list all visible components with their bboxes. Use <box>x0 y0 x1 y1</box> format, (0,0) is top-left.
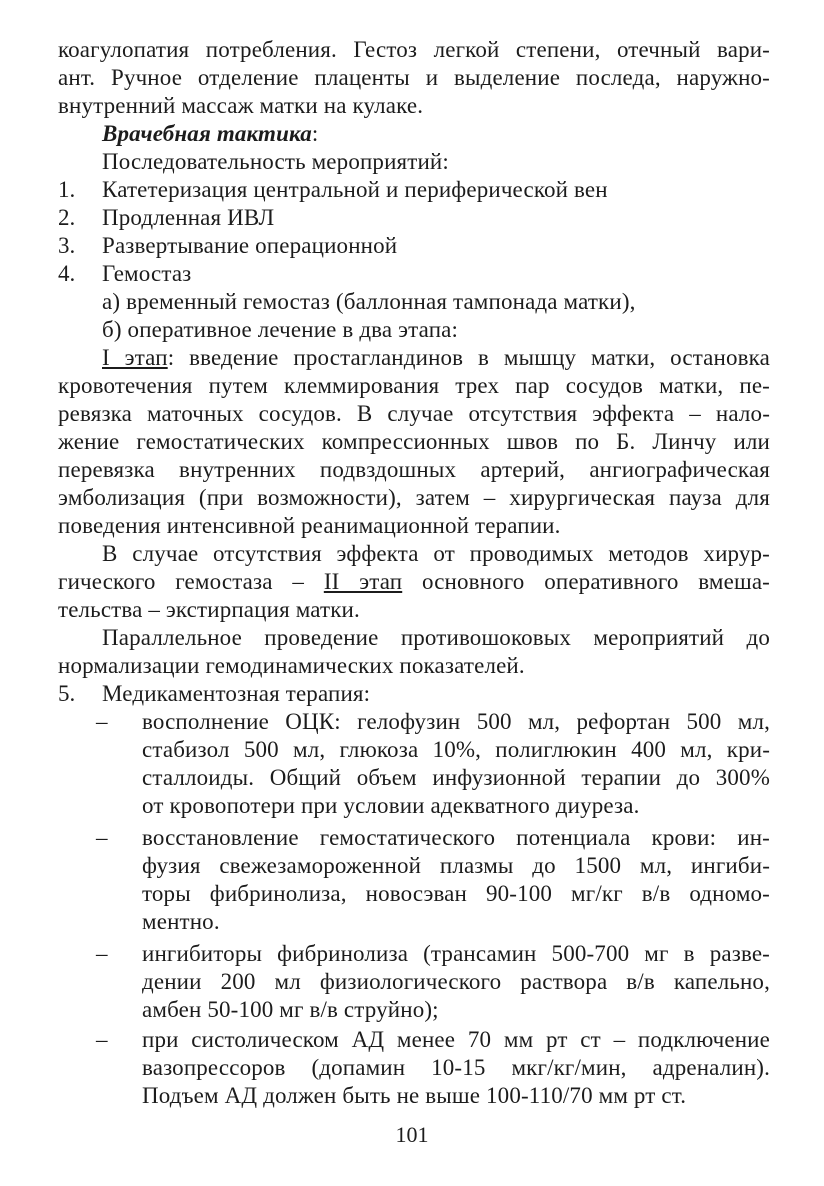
step-text: Развертывание операционной <box>102 233 398 258</box>
text-line: эмболизация (при возможности), затем – хирургическая пауза для <box>58 485 770 510</box>
step-text: Катетеризация центральной и периферической вен <box>102 177 608 202</box>
tactics-heading: Врачебная тактика <box>102 121 312 146</box>
bullet-line: ингибиторы фибринолиза (трансамин 500-700 мг в разве- <box>142 941 770 966</box>
bullet-line: фузия свежезамороженной плазмы до 1500 мл, ингиби- <box>142 853 770 878</box>
text-line: ревязка маточных сосудов. В случае отсутствия эффекта – нало- <box>58 401 770 426</box>
step-number: 1. <box>58 177 76 202</box>
dash-bullet: – <box>96 825 108 850</box>
stage2-text-before: гического гемостаза – <box>58 569 324 594</box>
text-line: жение гемостатических компрессионных швов по Б. Линчу или <box>58 429 770 454</box>
text-line: внутренний массаж матки на кулаке. <box>58 93 424 118</box>
text-line: Параллельное проведение противошоковых мероприятий до <box>102 625 770 650</box>
bullet-line: ментно. <box>142 909 220 934</box>
step-number: 4. <box>58 261 76 286</box>
sequence-heading: Последовательность мероприятий: <box>102 149 449 174</box>
text-line: ант. Ручное отделение плаценты и выделение последа, наружно- <box>58 65 770 90</box>
bullet-line: стабизол 500 мл, глюкоза 10%, полиглюкин 400 мл, кри- <box>142 737 770 762</box>
dash-bullet: – <box>96 941 108 966</box>
bullet-line: торы фибринолиза, новосэван 90-100 мг/кг в/в одномо- <box>142 881 770 906</box>
text-line: коагулопатия потребления. Гестоз легкой степени, отечный вари- <box>58 37 770 62</box>
bullet-line: амбен 50-100 мг в/в струйно); <box>142 997 439 1022</box>
step-number: 2. <box>58 205 76 230</box>
tactics-heading-line <box>102 120 318 148</box>
step-number: 3. <box>58 233 76 258</box>
dash-bullet: – <box>96 709 108 734</box>
stage1-first-text: : введение простагландинов в мышцу матки, остановка <box>167 345 770 370</box>
bullet-line: сталлоиды. Общий объем инфузионной терапии до 300% <box>142 765 770 790</box>
text-line: нормализации гемодинамических показателей. <box>58 653 525 678</box>
bullet-line: восстановление гемостатического потенциала крови: ин- <box>142 825 770 850</box>
step-text: Продленная ИВЛ <box>102 205 275 230</box>
stage2-text-after: основного оперативного вмеша- <box>402 569 770 594</box>
hemostasis-option-a: а) временный гемостаз (баллонная тампонада матки), <box>102 289 636 314</box>
text-line: поведения интенсивной реанимационной терапии. <box>58 513 561 538</box>
bullet-line: Подъем АД должен быть не выше 100-110/70 мм рт ст. <box>142 1083 687 1108</box>
tactics-colon: : <box>311 121 319 146</box>
bullet-line: от кровопотери при условии адекватного диуреза. <box>142 793 640 818</box>
bullet-line: при систолическом АД менее 70 мм рт ст – подключение <box>142 1027 770 1052</box>
text-line: перевязка внутренних подвздошных артерий, ангиографическая <box>58 457 770 482</box>
step-text: Медикаментозная терапия: <box>102 681 371 706</box>
text-line: В случае отсутствия эффекта от проводимых методов хирур- <box>102 541 770 566</box>
bullet-line: восполнение ОЦК: гелофузин 500 мл, рефортан 500 мл, <box>142 709 770 734</box>
text-line: тельства – экстирпация матки. <box>58 597 360 622</box>
bullet-line: дении 200 мл физиологического раствора в/в капельно, <box>142 969 770 994</box>
bullet-line: вазопрессоров (допамин 10-15 мкг/кг/мин, адреналин). <box>142 1055 770 1080</box>
stage1-label: I этап <box>102 345 168 370</box>
step-number: 5. <box>58 681 76 706</box>
stage2-line <box>58 568 770 596</box>
step-text: Гемостаз <box>102 261 192 286</box>
text-line: кровотечения путем клеммирования трех пар сосудов матки, пе- <box>58 373 770 398</box>
stage2-label: II этап <box>323 569 403 594</box>
dash-bullet: – <box>96 1027 108 1052</box>
stage1-first-line <box>102 344 770 372</box>
page-number: 101 <box>395 1122 429 1147</box>
hemostasis-option-b: б) оперативное лечение в два этапа: <box>102 317 459 342</box>
